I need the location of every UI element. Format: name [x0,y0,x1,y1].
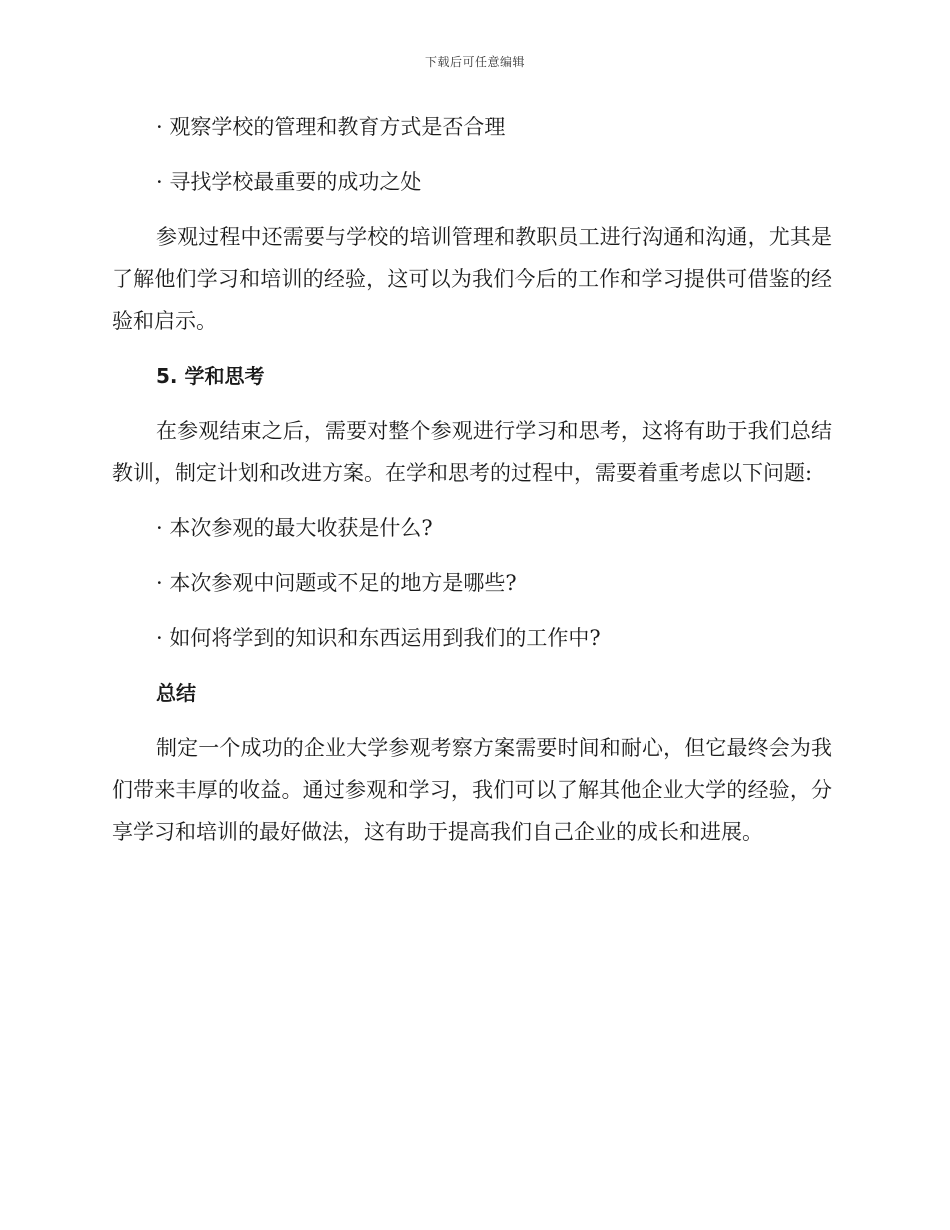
paragraph-summary: 制定一个成功的企业大学参观考察方案需要时间和耐心，但它最终会为我们带来丰厚的收益。通过参观和学习，我们可以了解其他企业大学的经验，分享学习和培训的最好做法，这有助于提高我们自己企业的成长和进展。 [112,736,832,844]
bullet-biggest-gain: · 本次参观的最大收获是什么? [156,516,433,540]
bullet-find-success: · 寻找学校最重要的成功之处 [156,170,422,194]
section-heading-summary: 总结 [156,681,196,705]
section-heading-learn-think: 5. 学和思考 [156,364,265,388]
bullet-apply-knowledge: · 如何将学到的知识和东西运用到我们的工作中? [156,626,601,650]
header-note: 下载后可任意编辑 [424,55,525,69]
bullet-observe-management: · 观察学校的管理和教育方式是否合理 [156,115,506,139]
document-body [112,106,832,866]
paragraph-communication: 参观过程中还需要与学校的培训管理和教职员工进行沟通和沟通，尤其是了解他们学习和培训的经验，这可以为我们今后的工作和学习提供可借鉴的经验和启示。 [112,225,832,333]
bullet-shortcomings: · 本次参观中问题或不足的地方是哪些? [156,571,517,595]
paragraph-reflection: 在参观结束之后，需要对整个参观进行学习和思考，这将有助于我们总结教训，制定计划和改进方案。在学和思考的过程中，需要着重考虑以下问题: [112,419,832,485]
